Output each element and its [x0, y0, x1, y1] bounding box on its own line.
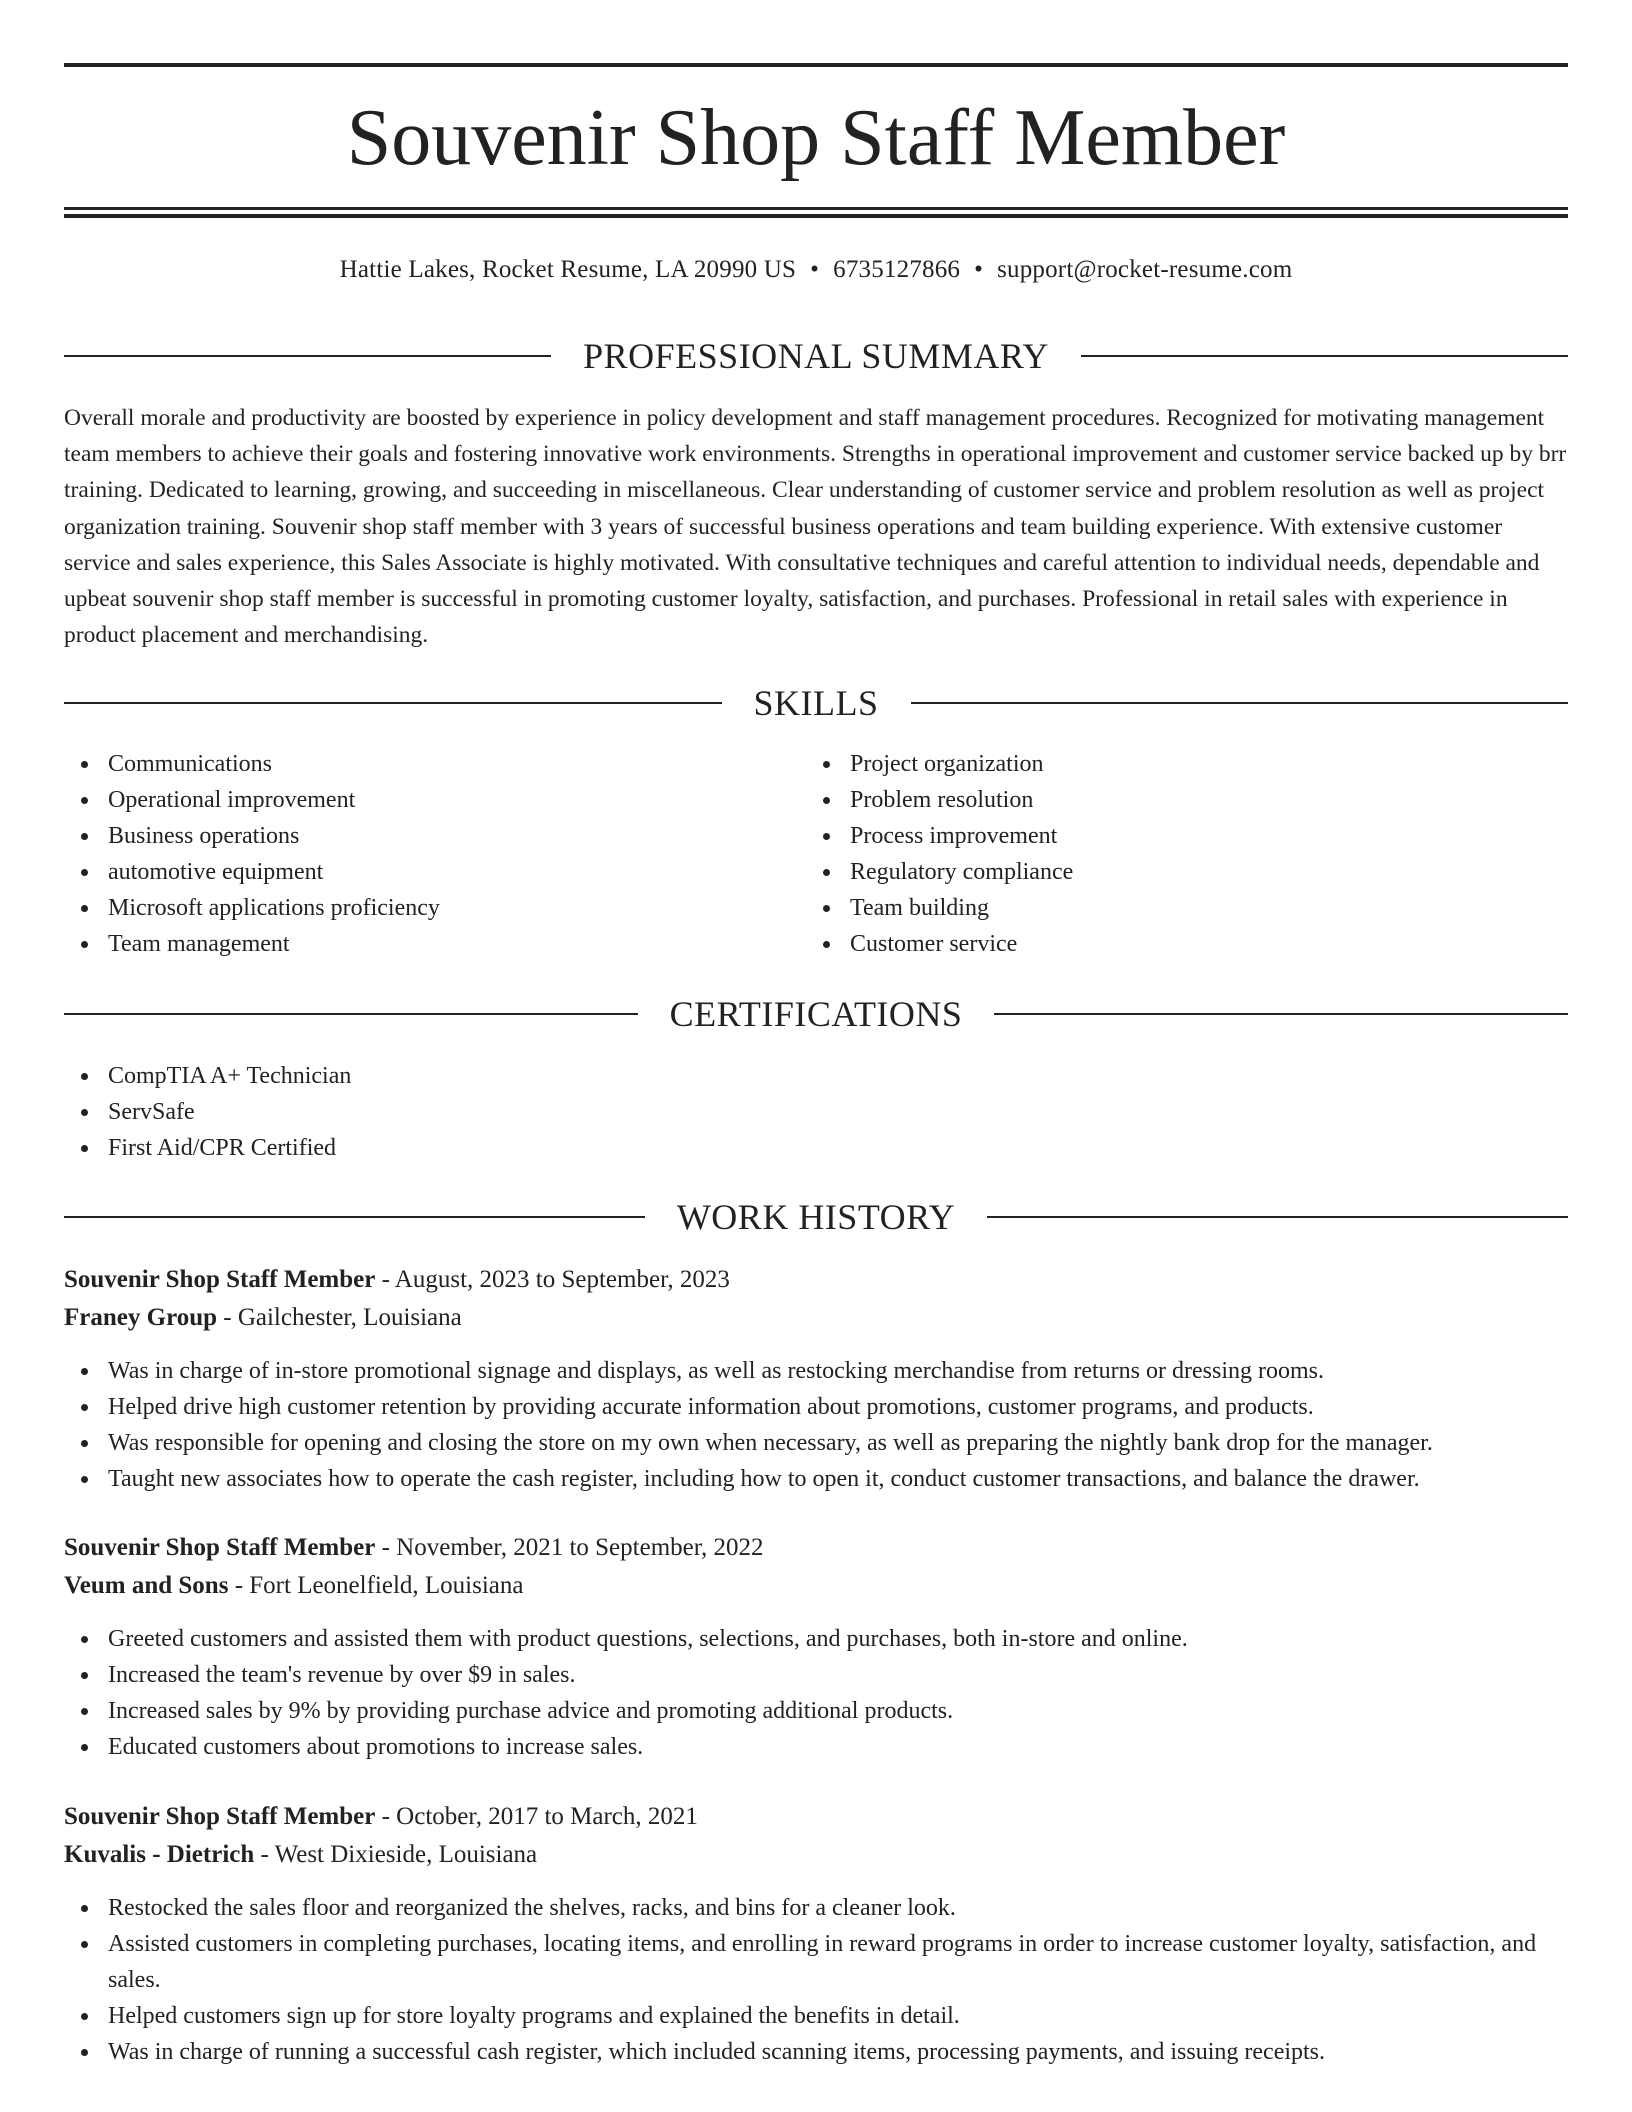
job-title: Souvenir Shop Staff Member: [64, 1803, 376, 1830]
certification-item: ServSafe: [64, 1094, 1568, 1130]
contact-line: [64, 254, 1568, 286]
skills-heading: SKILLS: [753, 683, 879, 723]
job-duty-item: Assisted customers in completing purchases, locating items, and enrolling in reward programs in order to increase customer loyalty, satisfaction, and sales.: [64, 1926, 1568, 1998]
contact-separator: •: [974, 256, 984, 283]
job-company: Kuvalis - Dietrich: [64, 1841, 255, 1868]
skills-list: [64, 746, 1568, 962]
job-company-line: [64, 1299, 1568, 1337]
job-dates: - October, 2017 to March, 2021: [375, 1803, 698, 1830]
skill-item: Customer service: [806, 926, 1548, 962]
title-double-rule: [64, 207, 1568, 218]
skill-item: Regulatory compliance: [806, 854, 1548, 890]
job-duties: [64, 1621, 1568, 1765]
skill-item: Communications: [64, 746, 806, 782]
work-history-heading: WORK HISTORY: [676, 1197, 956, 1237]
divider-line: [994, 1013, 1568, 1015]
skill-item: Team management: [64, 926, 806, 962]
contact-phone: 6735127866: [833, 256, 961, 283]
job-dates: - August, 2023 to September, 2023: [375, 1266, 730, 1293]
job-duty-item: Helped customers sign up for store loyalty programs and explained the benefits in detail.: [64, 1998, 1568, 2034]
skills-column-left: [64, 746, 806, 962]
contact-email: support@rocket-resume.com: [997, 256, 1293, 283]
job-title-line: [64, 1798, 1568, 1836]
skill-item: automotive equipment: [64, 854, 806, 890]
job-company-line: [64, 1567, 1568, 1605]
job-entry: [64, 1529, 1568, 1765]
job-duties: [64, 1890, 1568, 2070]
skill-item: Microsoft applications proficiency: [64, 890, 806, 926]
job-location: - West Dixieside, Louisiana: [254, 1841, 538, 1868]
work-history-section-header: [64, 1197, 1568, 1237]
job-duty-item: Was in charge of in-store promotional signage and displays, as well as restocking merchandise from returns or dressing rooms.: [64, 1353, 1568, 1389]
job-company: Veum and Sons: [64, 1572, 229, 1599]
job-location: - Fort Leonelfield, Louisiana: [228, 1572, 524, 1599]
top-rule: [64, 63, 1568, 67]
divider-line: [64, 1013, 638, 1015]
job-duty-item: Increased sales by 9% by providing purchase advice and promoting additional products.: [64, 1693, 1568, 1729]
divider-line: [987, 1216, 1568, 1218]
skill-item: Operational improvement: [64, 782, 806, 818]
skills-column-right: [806, 746, 1548, 962]
job-duty-item: Greeted customers and assisted them with product questions, selections, and purchases, both in-store and online.: [64, 1621, 1568, 1657]
contact-separator: •: [810, 256, 820, 283]
job-title: Souvenir Shop Staff Member: [64, 1534, 376, 1561]
skill-item: Project organization: [806, 746, 1548, 782]
divider-line: [64, 355, 551, 357]
job-duty-item: Taught new associates how to operate the cash register, including how to open it, conduct customer transactions, and balance the drawer.: [64, 1461, 1568, 1497]
certifications-section-header: [64, 994, 1568, 1034]
job-company-line: [64, 1836, 1568, 1874]
divider-line: [1081, 355, 1568, 357]
job-duty-item: Helped drive high customer retention by providing accurate information about promotions, customer programs, and products.: [64, 1389, 1568, 1425]
skill-item: Business operations: [64, 818, 806, 854]
job-duty-item: Restocked the sales floor and reorganized the shelves, racks, and bins for a cleaner look.: [64, 1890, 1568, 1926]
job-dates: - November, 2021 to September, 2022: [375, 1534, 764, 1561]
divider-line: [64, 1216, 645, 1218]
job-duty-item: Educated customers about promotions to increase sales.: [64, 1729, 1568, 1765]
job-duty-item: Increased the team's revenue by over $9 in sales.: [64, 1657, 1568, 1693]
certification-item: CompTIA A+ Technician: [64, 1058, 1568, 1094]
job-entry: [64, 1261, 1568, 1497]
job-entry: [64, 1798, 1568, 2070]
skill-item: Process improvement: [806, 818, 1548, 854]
job-company: Franey Group: [64, 1304, 218, 1331]
resume-title: Souvenir Shop Staff Member: [346, 94, 1286, 182]
skill-item: Problem resolution: [806, 782, 1548, 818]
job-title: Souvenir Shop Staff Member: [64, 1266, 376, 1293]
summary-section-header: [64, 336, 1568, 376]
summary-heading: PROFESSIONAL SUMMARY: [583, 336, 1049, 376]
summary-text: Overall morale and productivity are boosted by experience in policy development and staff management procedures. Recognized for motivating management team members to achieve their goals and fostering innovative work environments. Strengths in operational improvement and customer service backed up by brr training. Dedicated to learning, growing, and succeeding in miscellaneous. Clear understanding of customer service and problem resolution as well as project organization training. Souvenir shop staff member with 3 years of successful business operations and team building experience. With extensive customer service and sales experience, this Sales Associate is highly motivated. With consultative techniques and careful attention to individual needs, dependable and upbeat souvenir shop staff member is successful in promoting customer loyalty, satisfaction, and purchases. Professional in retail sales with experience in product placement and merchandising.: [64, 405, 1567, 649]
skill-item: Team building: [806, 890, 1548, 926]
job-duties: [64, 1353, 1568, 1497]
job-title-line: [64, 1529, 1568, 1567]
job-location: - Gailchester, Louisiana: [217, 1304, 462, 1331]
skills-section-header: [64, 683, 1568, 723]
job-title-line: [64, 1261, 1568, 1299]
certification-item: First Aid/CPR Certified: [64, 1130, 1568, 1166]
divider-line: [64, 702, 722, 704]
job-duty-item: Was responsible for opening and closing the store on my own when necessary, as well as preparing the nightly bank drop for the manager.: [64, 1425, 1568, 1461]
certifications-heading: CERTIFICATIONS: [669, 994, 963, 1034]
job-duty-item: Was in charge of running a successful cash register, which included scanning items, processing payments, and issuing receipts.: [64, 2034, 1568, 2070]
divider-line: [911, 702, 1569, 704]
certifications-list: [64, 1058, 1568, 1166]
contact-address: Hattie Lakes, Rocket Resume, LA 20990 US: [339, 256, 797, 283]
